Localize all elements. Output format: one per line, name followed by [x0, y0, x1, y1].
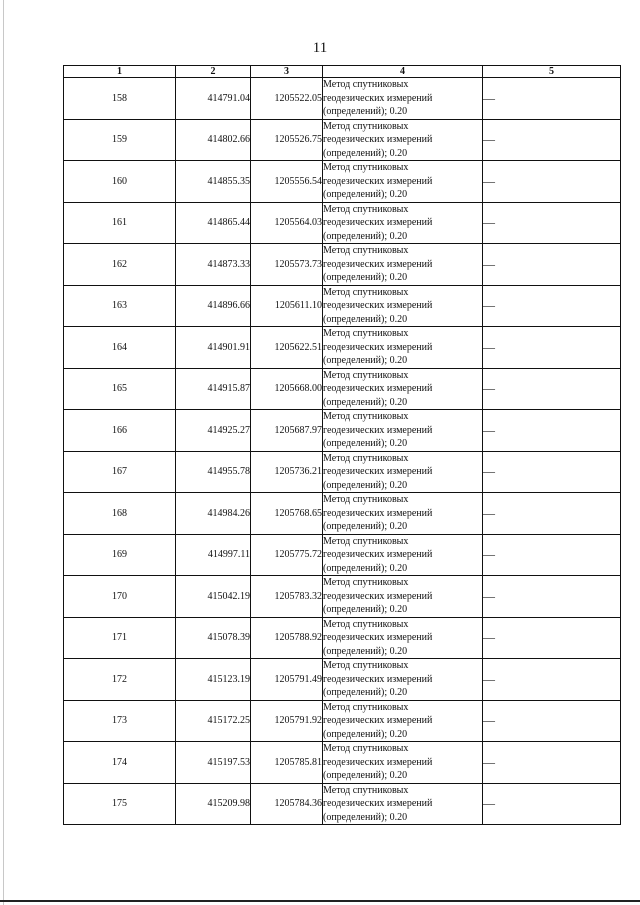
method-line: Метод спутниковых [323, 328, 409, 339]
y-coordinate-cell: 1205522.05 [251, 78, 323, 120]
x-coordinate-cell: 414791.04 [176, 78, 251, 120]
y-coordinate-cell: 1205622.51 [251, 327, 323, 369]
method-line: (определений); 0.20 [323, 770, 408, 781]
note-cell: — [483, 534, 621, 576]
note-cell: — [483, 700, 621, 742]
table-row [64, 576, 621, 618]
y-coordinate-cell: 1205788.92 [251, 617, 323, 659]
method-line: (определений); 0.20 [323, 230, 408, 242]
x-coordinate-cell: 415172.25 [176, 700, 251, 742]
note-cell: — [483, 285, 621, 327]
table-body [64, 78, 621, 825]
table-row [64, 78, 621, 120]
x-coordinate-cell: 414873.33 [176, 244, 251, 286]
method-cell [323, 368, 483, 410]
method-line: (определений); 0.20 [323, 355, 408, 366]
y-coordinate-cell: 1205564.03 [251, 202, 323, 244]
point-number-cell: 166 [64, 410, 176, 452]
method-cell [323, 659, 483, 701]
method-line: (определений); 0.20 [323, 189, 408, 200]
table-row [64, 783, 621, 825]
method-line: геодезических измерений [323, 632, 433, 643]
table-row [64, 285, 621, 327]
page-number: 11 [312, 40, 328, 56]
method-cell [323, 78, 483, 120]
page-left-margin-line [3, 0, 4, 905]
table-row [64, 742, 621, 784]
method-line: Метод спутниковых [323, 245, 409, 256]
method-line: (определений); 0.20 [323, 313, 408, 325]
method-cell [323, 244, 483, 286]
method-line: Метод спутниковых [323, 411, 409, 422]
point-number-cell: 164 [64, 327, 176, 369]
method-line: геодезических измерений [323, 715, 433, 726]
x-coordinate-cell: 414901.91 [176, 327, 251, 369]
method-line: (определений); 0.20 [323, 272, 408, 283]
method-line: геодезических измерений [323, 383, 433, 394]
note-cell: — [483, 202, 621, 244]
column-header: 2 [176, 66, 251, 78]
method-line: геодезических измерений [323, 798, 433, 809]
method-line: Метод спутниковых [323, 452, 409, 464]
y-coordinate-cell: 1205785.81 [251, 742, 323, 784]
y-coordinate-cell: 1205775.72 [251, 534, 323, 576]
point-number-cell: 170 [64, 576, 176, 618]
x-coordinate-cell: 414865.44 [176, 202, 251, 244]
method-line: геодезических измерений [323, 258, 433, 270]
y-coordinate-cell: 1205791.92 [251, 700, 323, 742]
method-line: (определений); 0.20 [323, 562, 408, 574]
point-number-cell: 168 [64, 493, 176, 535]
x-coordinate-cell: 414802.66 [176, 119, 251, 161]
x-coordinate-cell: 414855.35 [176, 161, 251, 203]
point-number-cell: 159 [64, 119, 176, 161]
y-coordinate-cell: 1205556.54 [251, 161, 323, 203]
table-row [64, 161, 621, 203]
method-line: (определений); 0.20 [323, 645, 408, 657]
note-cell: — [483, 410, 621, 452]
method-line: Метод спутниковых [323, 203, 409, 215]
method-line: Метод спутниковых [323, 743, 409, 754]
y-coordinate-cell: 1205791.49 [251, 659, 323, 701]
method-line: Метод спутниковых [323, 784, 409, 796]
x-coordinate-cell: 414915.87 [176, 368, 251, 410]
method-line: (определений); 0.20 [323, 438, 408, 449]
note-cell: — [483, 161, 621, 203]
method-line: Метод спутниковых [323, 494, 409, 505]
method-cell [323, 783, 483, 825]
y-coordinate-cell: 1205687.97 [251, 410, 323, 452]
method-cell [323, 410, 483, 452]
method-line: (определений); 0.20 [323, 728, 408, 740]
method-cell [323, 161, 483, 203]
method-line: геодезических измерений [323, 134, 433, 145]
method-cell [323, 534, 483, 576]
method-line: Метод спутниковых [323, 79, 409, 90]
y-coordinate-cell: 1205573.73 [251, 244, 323, 286]
table-row [64, 617, 621, 659]
y-coordinate-cell: 1205668.00 [251, 368, 323, 410]
note-cell: — [483, 659, 621, 701]
table-row [64, 327, 621, 369]
y-coordinate-cell: 1205784.36 [251, 783, 323, 825]
x-coordinate-cell: 415078.39 [176, 617, 251, 659]
column-header: 5 [483, 66, 621, 78]
y-coordinate-cell: 1205736.21 [251, 451, 323, 493]
point-number-cell: 169 [64, 534, 176, 576]
method-line: Метод спутниковых [323, 577, 409, 588]
y-coordinate-cell: 1205768.65 [251, 493, 323, 535]
method-line: Метод спутниковых [323, 162, 409, 173]
point-number-cell: 163 [64, 285, 176, 327]
method-line: (определений); 0.20 [323, 604, 408, 615]
x-coordinate-cell: 415042.19 [176, 576, 251, 618]
method-line: (определений); 0.20 [323, 147, 408, 159]
method-cell [323, 700, 483, 742]
y-coordinate-cell: 1205783.32 [251, 576, 323, 618]
method-line: геодезических измерений [323, 175, 433, 187]
method-line: геодезических измерений [323, 424, 433, 436]
method-line: геодезических измерений [323, 549, 433, 560]
method-cell [323, 327, 483, 369]
method-line: Метод спутниковых [323, 535, 409, 547]
method-cell [323, 119, 483, 161]
table-row [64, 451, 621, 493]
note-cell: — [483, 368, 621, 410]
note-cell: — [483, 783, 621, 825]
coordinates-table [63, 65, 621, 825]
table-row [64, 119, 621, 161]
note-cell: — [483, 493, 621, 535]
page-bottom-rule [0, 900, 640, 902]
method-cell [323, 617, 483, 659]
x-coordinate-cell: 414955.78 [176, 451, 251, 493]
method-line: (определений); 0.20 [323, 811, 408, 823]
method-line: геодезических измерений [323, 92, 433, 104]
method-cell [323, 576, 483, 618]
table-row [64, 244, 621, 286]
method-cell [323, 285, 483, 327]
x-coordinate-cell: 415197.53 [176, 742, 251, 784]
note-cell: — [483, 327, 621, 369]
method-line: геодезических измерений [323, 341, 433, 353]
y-coordinate-cell: 1205526.75 [251, 119, 323, 161]
table-row [64, 700, 621, 742]
method-line: Метод спутниковых [323, 120, 409, 132]
method-line: (определений); 0.20 [323, 479, 408, 491]
point-number-cell: 158 [64, 78, 176, 120]
note-cell: — [483, 451, 621, 493]
method-line: геодезических измерений [323, 466, 433, 477]
point-number-cell: 173 [64, 700, 176, 742]
method-line: (определений); 0.20 [323, 521, 408, 532]
column-header: 3 [251, 66, 323, 78]
method-line: Метод спутниковых [323, 660, 409, 671]
method-cell [323, 493, 483, 535]
table-row [64, 410, 621, 452]
method-line: (определений); 0.20 [323, 396, 408, 408]
table-row [64, 534, 621, 576]
table-header-row [64, 66, 621, 78]
note-cell: — [483, 119, 621, 161]
method-line: геодезических измерений [323, 756, 433, 768]
point-number-cell: 167 [64, 451, 176, 493]
note-cell: — [483, 244, 621, 286]
method-line: Метод спутниковых [323, 618, 409, 630]
point-number-cell: 160 [64, 161, 176, 203]
method-line: Метод спутниковых [323, 701, 409, 713]
point-number-cell: 161 [64, 202, 176, 244]
table-row [64, 368, 621, 410]
column-header: 4 [323, 66, 483, 78]
point-number-cell: 171 [64, 617, 176, 659]
method-line: (определений); 0.20 [323, 106, 408, 117]
method-line: Метод спутниковых [323, 369, 409, 381]
table-row [64, 659, 621, 701]
method-line: (определений); 0.20 [323, 687, 408, 698]
x-coordinate-cell: 414925.27 [176, 410, 251, 452]
method-cell [323, 742, 483, 784]
x-coordinate-cell: 414984.26 [176, 493, 251, 535]
point-number-cell: 174 [64, 742, 176, 784]
x-coordinate-cell: 414896.66 [176, 285, 251, 327]
method-line: геодезических измерений [323, 590, 433, 602]
method-line: геодезических измерений [323, 507, 433, 519]
method-cell [323, 451, 483, 493]
point-number-cell: 175 [64, 783, 176, 825]
point-number-cell: 162 [64, 244, 176, 286]
note-cell: — [483, 78, 621, 120]
column-header: 1 [64, 66, 176, 78]
point-number-cell: 165 [64, 368, 176, 410]
point-number-cell: 172 [64, 659, 176, 701]
method-line: Метод спутниковых [323, 286, 409, 298]
x-coordinate-cell: 414997.11 [176, 534, 251, 576]
x-coordinate-cell: 415123.19 [176, 659, 251, 701]
method-cell [323, 202, 483, 244]
method-line: геодезических измерений [323, 217, 433, 228]
x-coordinate-cell: 415209.98 [176, 783, 251, 825]
note-cell: — [483, 576, 621, 618]
method-line: геодезических измерений [323, 673, 433, 685]
table-row [64, 493, 621, 535]
y-coordinate-cell: 1205611.10 [251, 285, 323, 327]
table-row [64, 202, 621, 244]
method-line: геодезических измерений [323, 300, 433, 311]
note-cell: — [483, 617, 621, 659]
note-cell: — [483, 742, 621, 784]
